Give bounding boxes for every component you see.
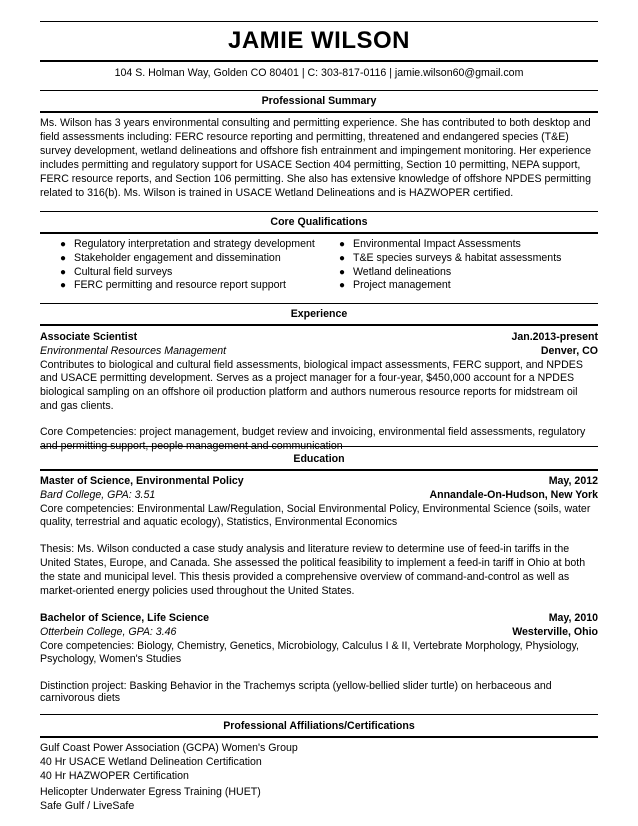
degree-date: May, 2010 (548, 612, 598, 624)
qualifications-list (40, 238, 598, 293)
summary-title: Professional Summary (261, 95, 377, 107)
list-item: ● FERC permitting and resource report support (60, 279, 286, 292)
list-item: ● Project management (339, 279, 451, 292)
company-name: Environmental Resources Management (40, 344, 227, 357)
list-item: ● Environmental Impact Assessments (339, 238, 521, 250)
experience-rule-top (40, 303, 598, 304)
candidate-name: JAMIE WILSON (227, 27, 410, 54)
experience-entry (40, 331, 598, 453)
degree-title: Master of Science, Environmental Policy (40, 475, 244, 487)
bullet-icon: ● (60, 266, 67, 278)
bullet-icon: ● (339, 280, 346, 292)
qualifications-title: Core Qualifications (270, 216, 368, 228)
list-item: ● Wetland delineations (339, 265, 452, 278)
experience-rule-bottom (40, 324, 598, 326)
summary-rule-bottom (40, 111, 598, 113)
list-item: ● T&E species surveys & habitat assessments (339, 251, 562, 264)
school-location: Westerville, Ohio (512, 625, 598, 638)
education-title: Education (293, 453, 345, 465)
qualifications-left-column (40, 238, 319, 293)
qualifications-right-column (319, 238, 598, 293)
bullet-icon: ● (60, 239, 67, 250)
job-date: Jan.2013-present (511, 331, 598, 343)
bullet-icon: ● (339, 252, 346, 264)
list-item: Gulf Coast Power Association (GCPA) Women's Group (40, 742, 298, 754)
education-entry-master (40, 475, 598, 598)
education-rule-top (40, 446, 598, 447)
summary-rule-top (40, 90, 598, 91)
experience-title: Experience (290, 308, 348, 320)
degree-competencies: Core competencies: Biology, Chemistry, Genetics, Microbiology, Calculus I & II, Vertebrate Morphology, Physiology, Psychology, Women's Studies (40, 639, 579, 666)
name-underline (40, 60, 598, 62)
list-item: 40 Hr USACE Wetland Delineation Certification (40, 755, 262, 768)
affiliations-list (40, 742, 598, 814)
list-item: ● Cultural field surveys (60, 265, 173, 278)
degree-project: Distinction project: Basking Behavior in the Trachemys scripta (yellow-bellied slider turtle) on herbaceous and carnivorous diets (40, 680, 552, 705)
qualifications-rule-bottom (40, 232, 598, 234)
degree-competencies: Core competencies: Environmental Law/Regulation, Social Environmental Policy, Environmental Science (soils, water quality, terrestrial and aquatic ecology), Statistics, Environmental Economics (40, 502, 591, 529)
job-description: Contributes to biological and cultural field assessments, biological impact assessments, FERC support, and NPDES and USACE permitting development. Serves as a project manager for a four-year, $450,000 account for a NPDES biological sampling on an offshore oil production platform and authors numerous resource reports for midstream oil and gas clients. (40, 358, 583, 412)
list-item: Safe Gulf / LiveSafe (40, 800, 135, 813)
job-title: Associate Scientist (40, 331, 138, 343)
degree-thesis: Thesis: Ms. Wilson conducted a case study analysis and literature review to determine use of feed-in tariffs in the United States, Europe, and Canada. She assessed the political feasibility to implement a feed-in tariff in Ohio at both the state and municipal level. This thesis provided a comprehensive overview of command-and-control as well as market-oriented energy policies used throughout the United States. (40, 543, 586, 597)
contact-line: 104 S. Holman Way, Golden CO 80401 | C: 303-817-0116 | jamie.wilson60@gmail.com (114, 67, 524, 79)
affiliations-rule-top (40, 714, 598, 715)
job-location: Denver, CO (540, 344, 598, 357)
qualifications-rule-top (40, 211, 598, 212)
job-competencies: Core Competencies: project management, budget review and invoicing, environmental field assessments, regulatory and permitting support, people management and communication (40, 425, 586, 452)
top-rule (40, 21, 598, 22)
list-item: Helicopter Underwater Egress Training (HUET) (40, 786, 261, 799)
list-item: 40 Hr HAZWOPER Certification (40, 769, 189, 782)
affiliations-rule-bottom (40, 736, 598, 738)
bullet-icon: ● (339, 266, 346, 278)
bullet-icon: ● (339, 239, 346, 250)
school-location: Annandale-On-Hudson, New York (429, 488, 598, 501)
degree-date: May, 2012 (548, 475, 598, 487)
bullet-icon: ● (60, 280, 67, 292)
list-item: ● Stakeholder engagement and dissemination (60, 251, 281, 264)
education-rule-bottom (40, 469, 598, 471)
summary-text: Ms. Wilson has 3 years environmental consulting and permitting experience. She has contributed to both desktop and field assessments including: FERC resource reporting and permitting, threatened and endangered species (T&E) survey development, wetland delineations and offshore fish entrainment and impingement monitoring. Her experience includes permitting and regulatory support for USACE Section 404 permitting, Section 10 permitting, NEPA support, FERC resource reports, and Section 106 permitting. She also has extensive knowledge of offshore NPDES permitting related to 316(b). Ms. Wilson is trained in USACE Wetland Delineations and is HAZWOPER certified. (40, 117, 591, 199)
degree-title: Bachelor of Science, Life Science (40, 612, 209, 624)
education-entry-bachelor (40, 612, 598, 704)
school-name: Bard College, GPA: 3.51 (40, 488, 156, 501)
list-item: ● Regulatory interpretation and strategy development (60, 238, 315, 250)
affiliations-title: Professional Affiliations/Certifications (223, 720, 415, 732)
school-name: Otterbein College, GPA: 3.46 (40, 625, 177, 638)
bullet-icon: ● (60, 252, 67, 264)
